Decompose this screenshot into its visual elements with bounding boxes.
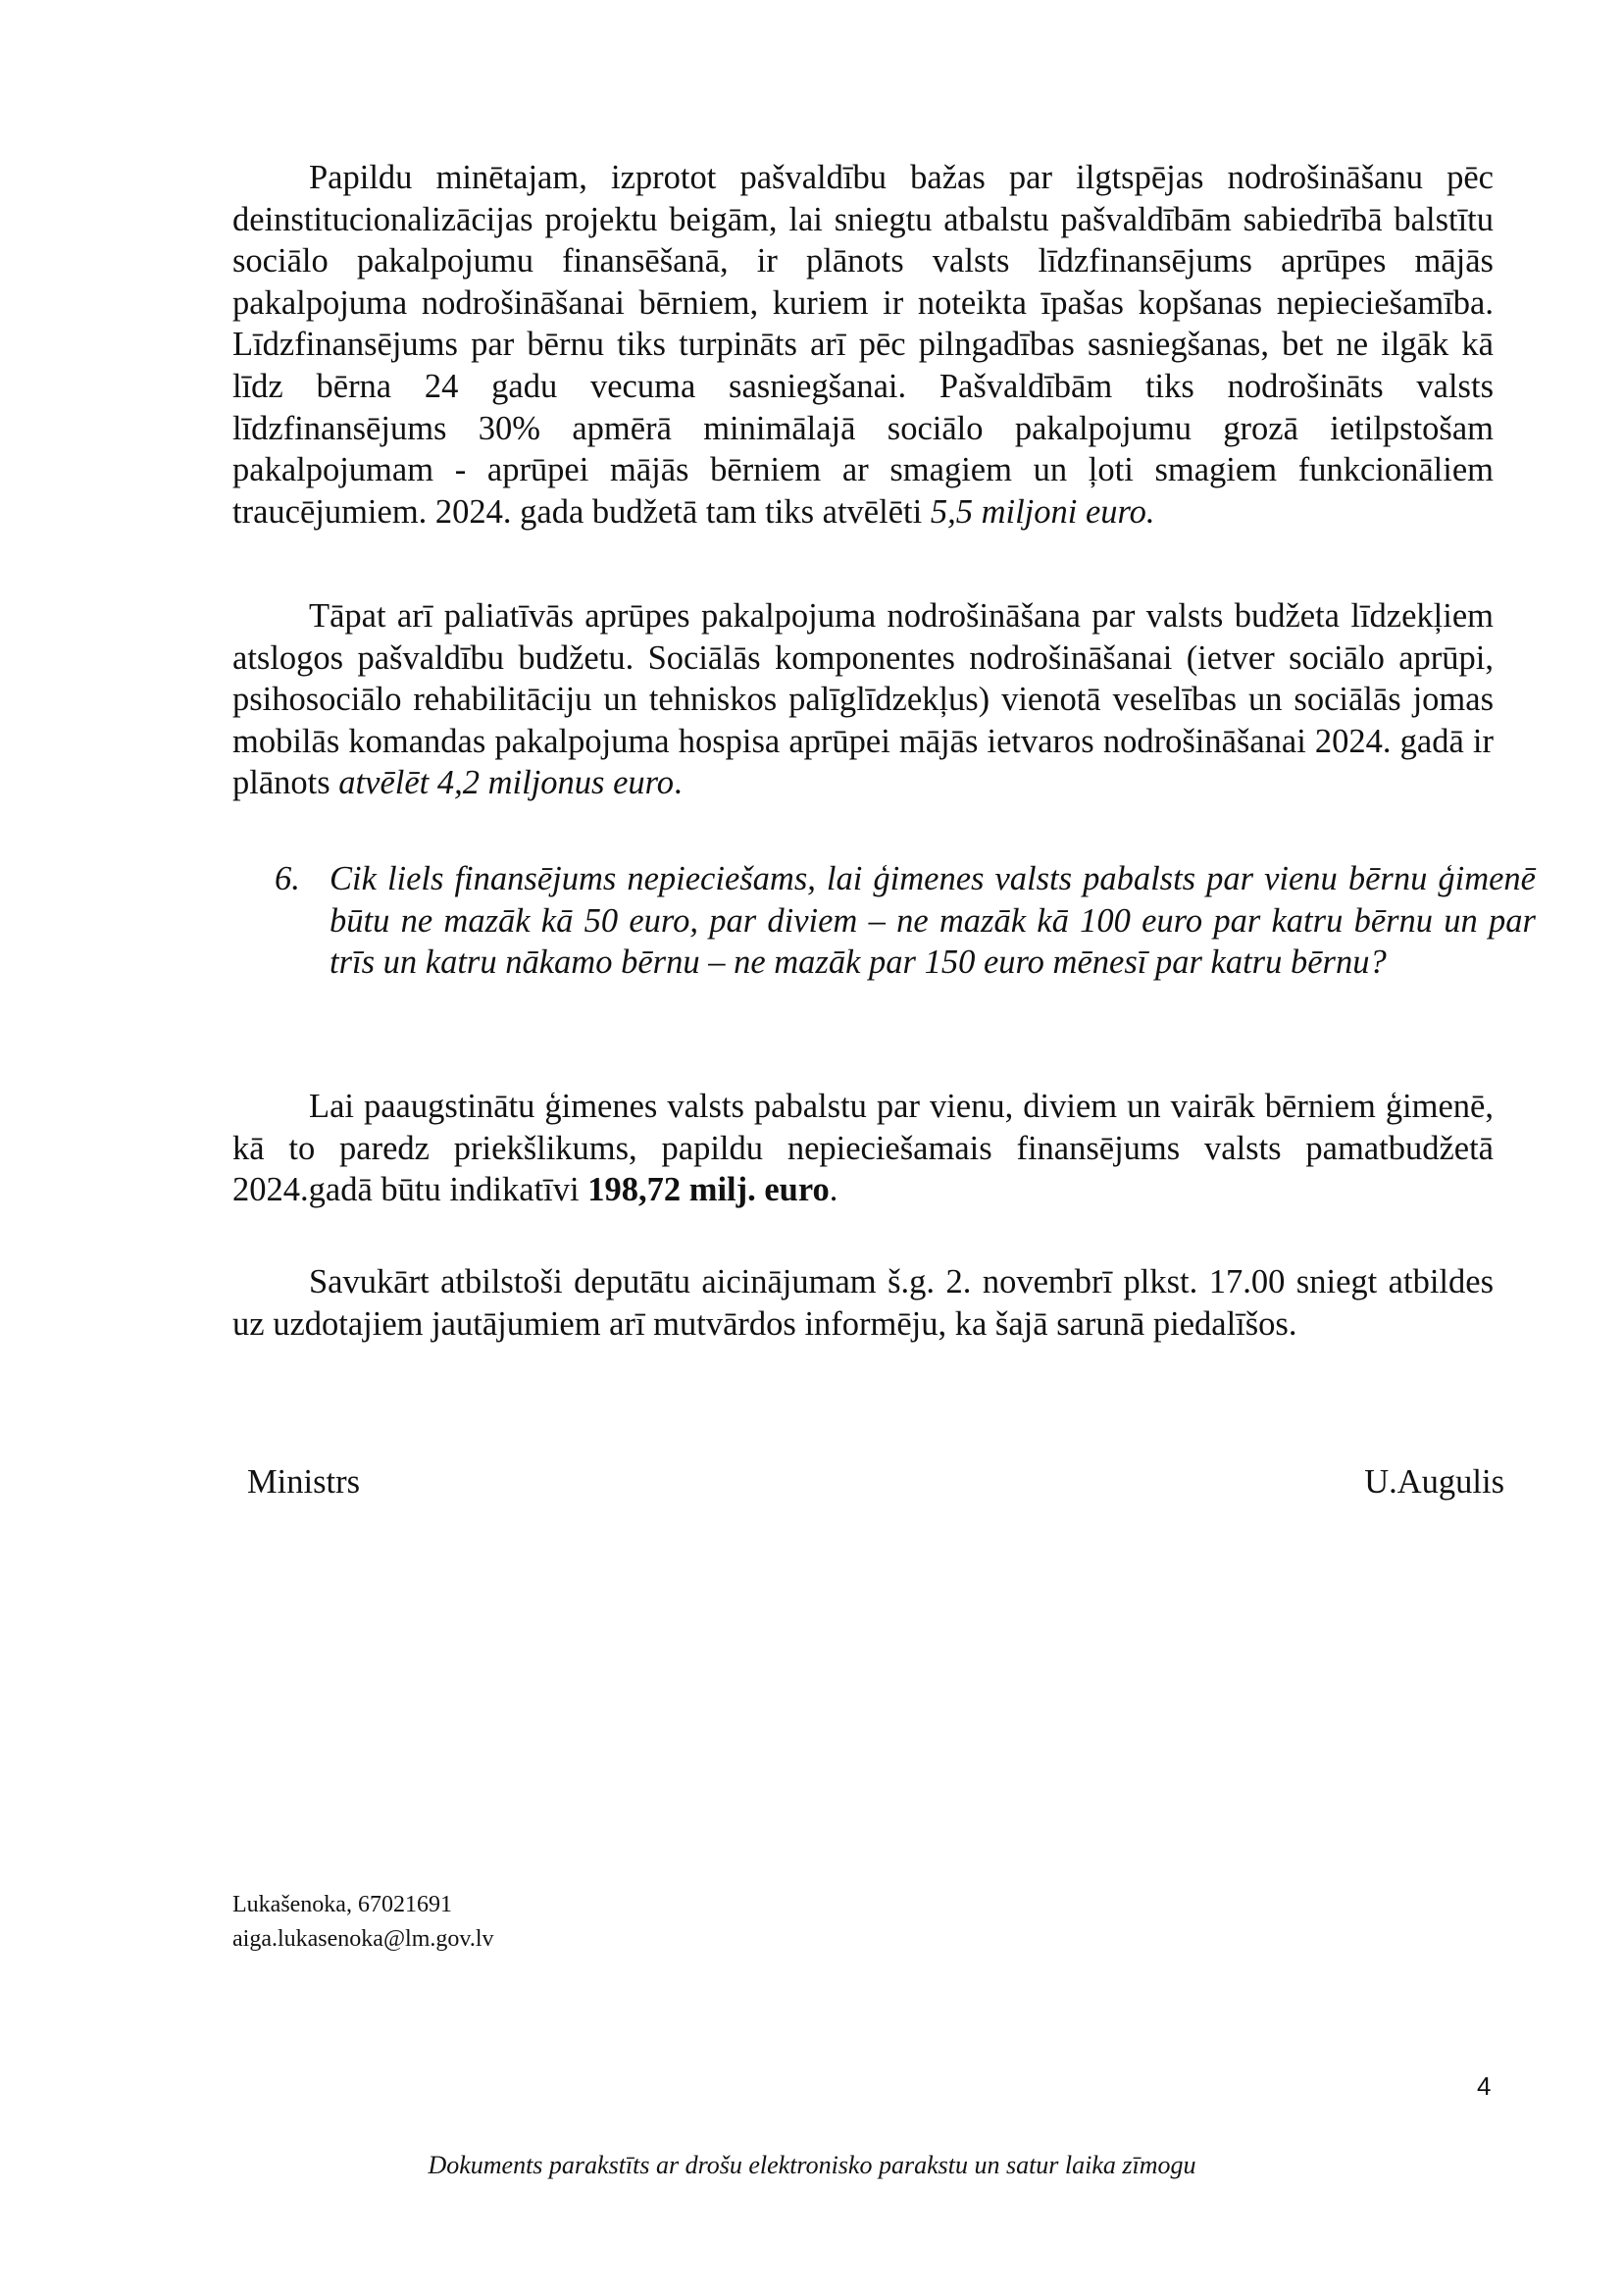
question-number: 6. [275, 860, 300, 897]
signature-title: Ministrs [247, 1463, 361, 1501]
amount-5-5-million: 5,5 miljoni euro. [930, 492, 1155, 531]
signature-name: U.Augulis [1364, 1463, 1504, 1501]
paragraph-palliative-care-text: Tāpat arī paliatīvās aprūpes pakalpojuma nodrošināšana par valsts budžeta līdzekļiem atslogos pašvaldību budžetu. Sociālās komponentes nodrošināšanai (ietver sociālo aprūpi, psihosociālo rehabilitāciju un tehniskos palīglīdzekļus) vienotā veselības un sociālās jomas mobilās komandas pakalpojuma hospisa aprūpei mājās ietvaros nodrošināšanai 2024. gadā ir plānots [232, 597, 1494, 802]
question-6 [275, 858, 1536, 984]
question-text: Cik liels finansējums nepieciešams, lai ģimenes valsts pabalsts par vienu bērnu ģimenē būtu ne mazāk kā 50 euro, par diviem – ne mazāk kā 100 euro par katru bērnu un par trīs un katru nākamo bērnu – ne mazāk par 150 euro mēnesī par katru bērnu? [330, 860, 1536, 982]
paragraph-family-benefit-text: Lai paaugstinātu ģimenes valsts pabalstu par vienu, diviem un vairāk bērniem ģimenē, kā to paredz priekšlikums, papildu nepieciešamais finansējums valsts pamatbudžetā 2024.gadā būtu indikatīvi [232, 1088, 1494, 1209]
paragraph-end-period: . [674, 764, 683, 802]
amount-4-2-million: atvēlēt 4,2 miljonus euro [338, 764, 675, 802]
paragraph-family-benefit [232, 1086, 1494, 1211]
paragraph-end-period: . [829, 1171, 838, 1209]
paragraph-palliative-care [232, 595, 1494, 804]
footer-signature-note: Dokuments parakstīts ar drošu elektronisko parakstu un satur laika zīmogu [428, 2151, 1196, 2179]
paragraph-cofinancing [232, 157, 1494, 533]
page-number: 4 [1477, 2071, 1492, 2101]
paragraph-oral-answer-text: Savukārt atbilstoši deputātu aicinājumam š.g. 2. novembrī plkst. 17.00 sniegt atbildes uz uzdotajiem jautājumiem arī mutvārdos informēju, ka šajā sarunā piedalīšos. [232, 1263, 1494, 1343]
paragraph-cofinancing-text: Papildu minētajam, izprotot pašvaldību bažas par ilgtspējas nodrošināšanu pēc deinstitucionalizācijas projektu beigām, lai sniegtu atbalstu pašvaldībām sabiedrībā balstītu sociālo pakalpojumu finansēšanā, ir plānots valsts līdzfinansējums aprūpes mājās pakalpojuma nodrošināšanai bērniem, kuriem ir noteikta īpašas kopšanas nepieciešamība. Līdzfinansējums par bērnu tiks turpināts arī pēc pilngadības sasniegšanas, bet ne ilgāk kā līdz bērna 24 gadu vecuma sasniegšanai. Pašvaldībām tiks nodrošināts valsts līdzfinansējums 30% apmērā minimālajā sociālo pakalpojumu grozā ietilpstošam pakalpojumam - aprūpei mājās bērniem ar smagiem un ļoti smagiem funkcionāliem traucējumiem. 2024. gada budžetā tam tiks atvēlēti [232, 159, 1494, 531]
amount-198-72-million: 198,72 milj. euro [587, 1171, 830, 1209]
contact-block [232, 1888, 493, 1957]
paragraph-oral-answer [232, 1261, 1494, 1345]
contact-email: aiga.lukasenoka@lm.gov.lv [232, 1926, 494, 1952]
contact-person: Lukašenoka, 67021691 [232, 1892, 452, 1917]
